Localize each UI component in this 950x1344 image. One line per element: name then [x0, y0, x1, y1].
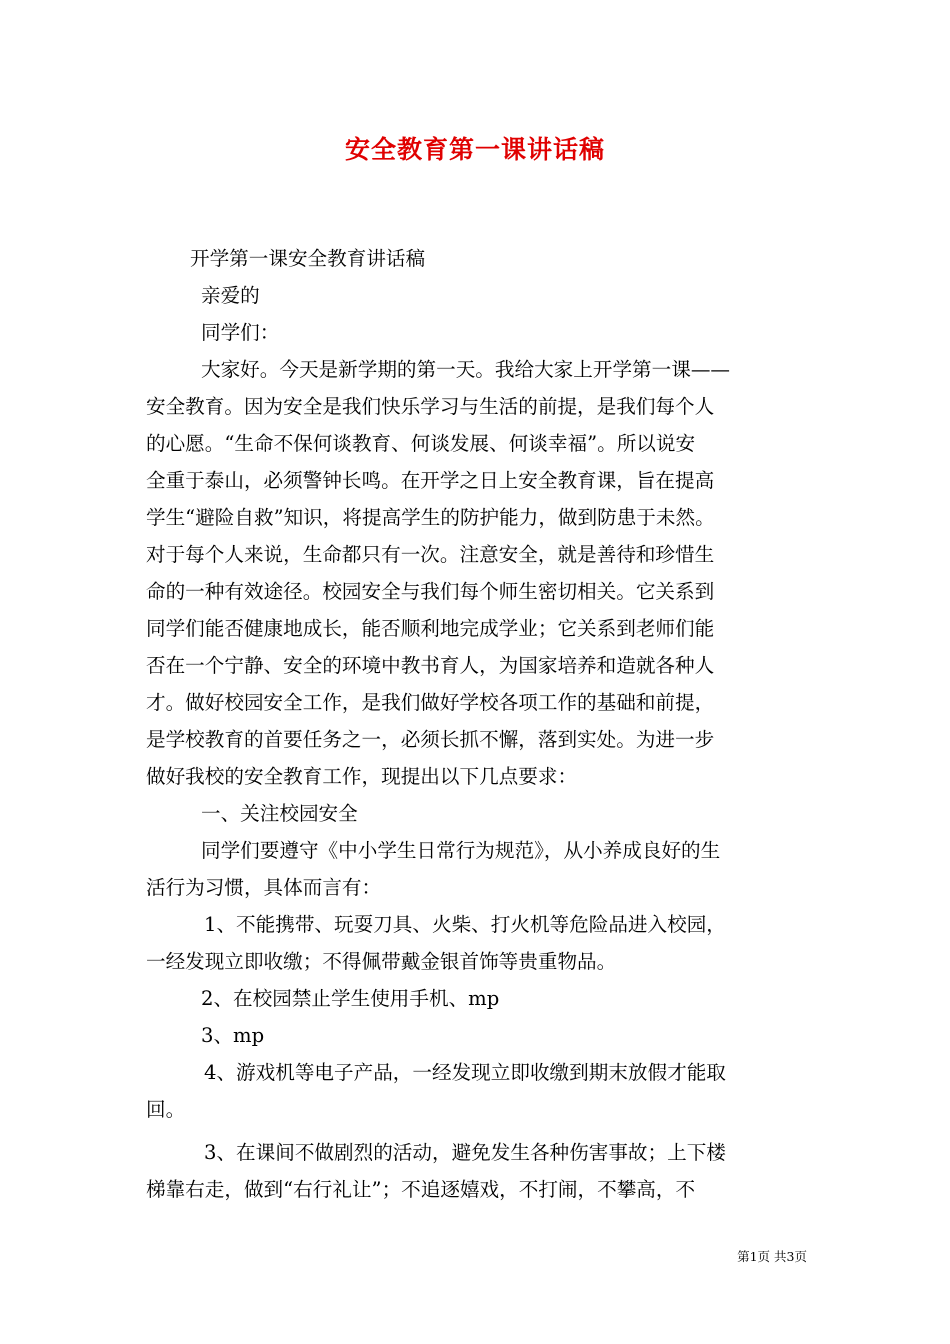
list-item-line: 2、在校园禁止学生使用手机、mp [201, 987, 500, 1010]
list-item-line: 回。 [146, 1098, 186, 1121]
list-item-line: 一经发现立即收缴；不得佩带戴金银首饰等贵重物品。 [146, 950, 617, 973]
paragraph-line: 同学们能否健康地成长，能否顺利地完成学业；它关系到老师们能 [146, 617, 715, 640]
paragraph-line: 否在一个宁静、安全的环境中教书育人，为国家培养和造就各种人 [146, 654, 715, 677]
salutation-line: 亲爱的 [201, 284, 260, 307]
document-body [146, 240, 806, 1208]
paragraph-line: 同学们要遵守《中小学生日常行为规范》，从小养成良好的生 [201, 839, 721, 862]
page-number: 第1页 共3页 [737, 1249, 807, 1264]
paragraph-line: 全重于泰山，必须警钟长鸣。在开学之日上安全教育课，旨在提高 [146, 469, 715, 492]
paragraph-line: 活行为习惯，具体而言有： [146, 876, 382, 899]
list-item-line: 4、游戏机等电子产品，一经发现立即收缴到期末放假才能取 [204, 1061, 726, 1084]
list-item-line: 3、mp [201, 1024, 265, 1047]
paragraph-line: 安全教育。因为安全是我们快乐学习与生活的前提，是我们每个人 [146, 395, 715, 418]
list-item-line: 1、不能携带、玩耍刀具、火柴、打火机等危险品进入校园， [204, 913, 726, 936]
paragraph-line: 命的一种有效途径。校园安全与我们每个师生密切相关。它关系到 [146, 580, 715, 603]
list-item-line: 梯靠右走，做到“右行礼让”；不追逐嬉戏，不打闹，不攀高，不 [146, 1178, 696, 1201]
section-heading: 一、关注校园安全 [201, 802, 358, 825]
salutation-line: 同学们： [201, 321, 280, 344]
paragraph-line: 的心愿。“生命不保何谈教育、何谈发展、何谈幸福”。所以说安 [146, 432, 696, 455]
paragraph-line: 学生“避险自救”知识，将提高学生的防护能力，做到防患于未然。 [146, 506, 715, 529]
document-title: 安全教育第一课讲话稿 [344, 135, 605, 164]
paragraph-line: 才。做好校园安全工作，是我们做好学校各项工作的基础和前提， [146, 691, 715, 714]
paragraph-line: 大家好。今天是新学期的第一天。我给大家上开学第一课—— [201, 358, 731, 381]
paragraph-line: 对于每个人来说，生命都只有一次。注意安全，就是善待和珍惜生 [146, 543, 715, 566]
paragraph-line: 是学校教育的首要任务之一，必须长抓不懈，落到实处。为进一步 [146, 728, 715, 751]
list-item-line: 3、在课间不做剧烈的活动，避免发生各种伤害事故；上下楼 [204, 1141, 726, 1164]
paragraph-line: 做好我校的安全教育工作，现提出以下几点要求： [146, 765, 578, 788]
subtitle-line: 开学第一课安全教育讲话稿 [190, 247, 426, 270]
